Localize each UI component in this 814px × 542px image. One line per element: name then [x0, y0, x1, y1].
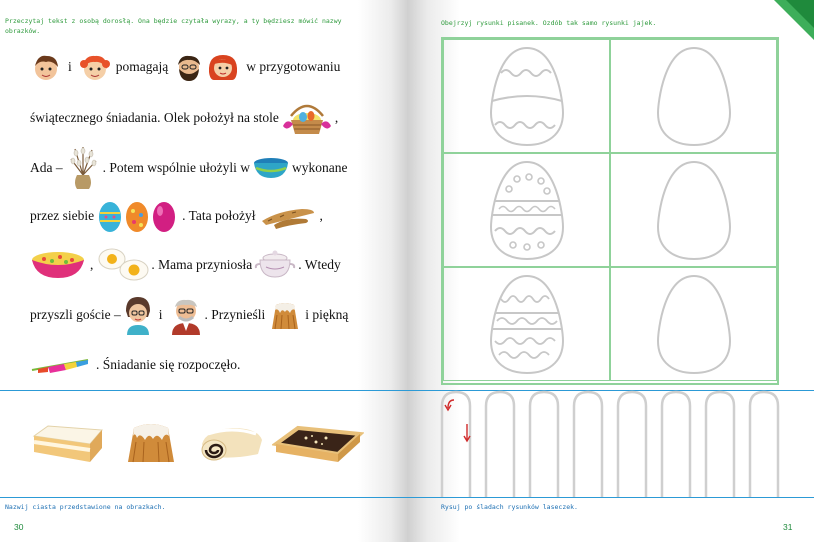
story-line-4	[30, 201, 323, 231]
pisanka-icon	[487, 43, 567, 149]
story-word: . Śniadanie się rozpoczęło.	[96, 357, 241, 372]
pisanka-cell	[443, 39, 610, 153]
cheesecake-icon	[30, 420, 106, 466]
story-line-5	[30, 250, 341, 280]
story-word: . Wtedy	[298, 257, 341, 272]
story-line-2	[30, 103, 338, 133]
story-word: ,	[90, 257, 94, 272]
story-word: przez siebie	[30, 208, 95, 223]
story-word: . Mama przyniosła	[151, 257, 253, 272]
page-number: 31	[783, 522, 793, 532]
salad-bowl-icon	[30, 250, 86, 280]
egg-outline-icon	[654, 43, 734, 149]
soup-tureen-icon	[254, 249, 296, 281]
story-word: Ada –	[30, 160, 63, 175]
right-instruction: Obejrzyj rysunki pisanek. Ozdób tak samo rysunki jajek.	[441, 19, 657, 27]
story-word: i piękną	[305, 307, 349, 322]
story-word: ,	[334, 110, 339, 125]
easter-basket-icon	[281, 98, 333, 138]
story-word: przyszli goście –	[30, 307, 121, 322]
story-word: świątecznego śniadania. Olek położył na stole	[30, 110, 279, 125]
story-word: . Tata położył	[182, 208, 256, 223]
egg-outline-icon	[654, 157, 734, 263]
poppy-seed-roll-icon	[198, 422, 266, 464]
pisanka-cell	[443, 153, 610, 267]
halved-eggs-icon	[97, 248, 151, 282]
pisanka-icon	[487, 157, 567, 263]
blue-bowl-icon	[252, 156, 290, 180]
painted-eggs-icon	[96, 199, 180, 233]
egg-cell	[610, 39, 777, 153]
boy-face-icon	[30, 52, 62, 82]
story-word: pomagają	[115, 59, 169, 74]
corner-tab-dark	[786, 0, 814, 28]
arrow-icon	[448, 400, 454, 408]
girl-face-icon	[78, 52, 112, 82]
bottom-instruction: Nazwij ciasta przedstawione na obrazkach.	[5, 503, 166, 511]
story-line-7	[30, 350, 240, 380]
egg-grid	[441, 37, 779, 385]
bearded-man-icon	[172, 52, 206, 82]
egg-outline-icon	[654, 271, 734, 377]
story-word: . Potem wspólnie ułożyli w	[102, 160, 250, 175]
story-word: i	[68, 59, 72, 74]
easter-palm-icon	[30, 354, 92, 376]
catkins-vase-icon	[65, 145, 101, 191]
story-word: i	[158, 307, 163, 322]
story-word: ,	[319, 208, 323, 223]
story-line-1	[30, 52, 340, 82]
babka-cake-icon	[122, 418, 180, 466]
divider-line	[0, 390, 407, 391]
babka-cake-icon	[267, 299, 303, 331]
divider-line	[0, 497, 407, 498]
tracing-arches	[436, 388, 786, 498]
story-word: w przygotowaniu	[246, 59, 341, 74]
egg-cell	[610, 153, 777, 267]
story-line-6	[30, 300, 348, 330]
egg-cell	[610, 267, 777, 381]
red-haired-woman-icon	[206, 52, 240, 82]
grandpa-icon	[169, 295, 203, 335]
divider-line	[407, 497, 814, 498]
left-instruction: Przeczytaj tekst z osobą dorosłą. Ona będzie czytała wyrazy, a ty będziesz mówić nazwy obrazków.	[5, 17, 342, 35]
story-line-3	[30, 153, 347, 183]
story-word: wykonane	[292, 160, 348, 175]
story-word: . Przynieśli	[204, 307, 266, 322]
horseradish-icon	[258, 201, 318, 231]
right-bottom-instruction: Rysuj po śladach rysunków laseczek.	[441, 503, 578, 511]
pisanka-icon	[487, 271, 567, 377]
grandma-icon	[123, 295, 153, 335]
mazurek-cake-icon	[272, 422, 364, 466]
pisanka-cell	[443, 267, 610, 381]
page-number: 30	[14, 522, 24, 532]
